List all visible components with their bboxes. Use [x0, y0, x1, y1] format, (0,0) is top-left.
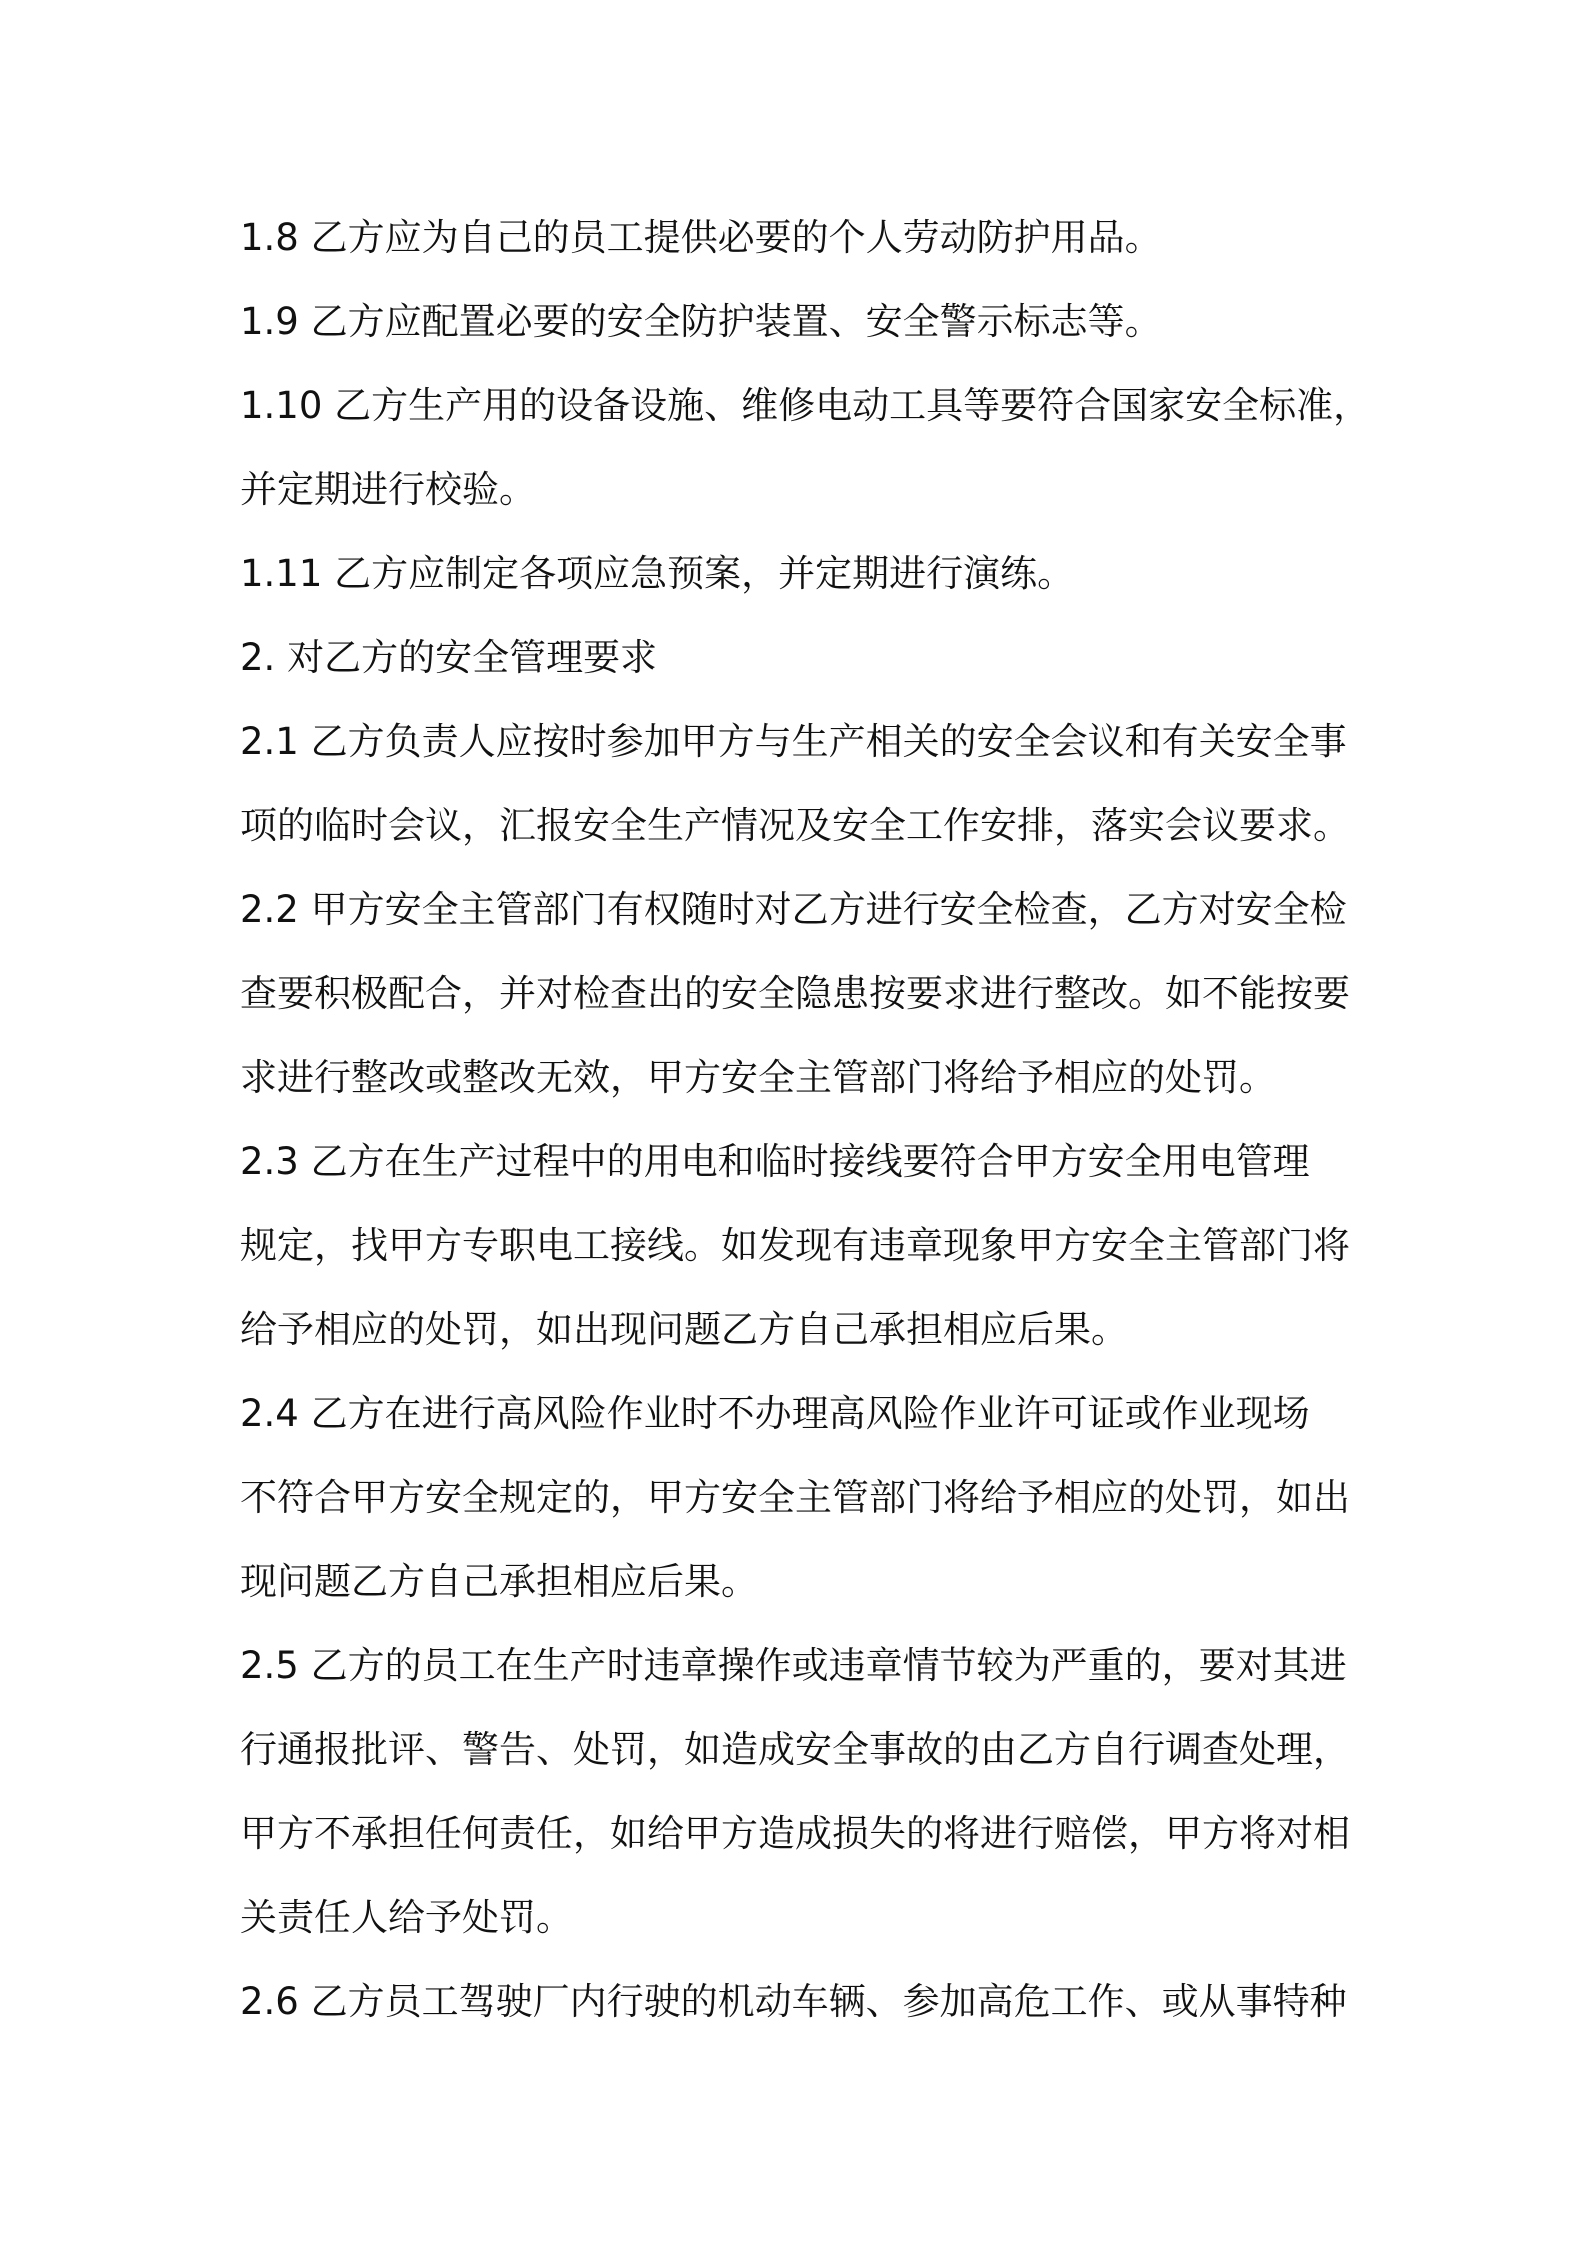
- text-line: 2.6 乙方员工驾驶厂内行驶的机动车辆、参加高危工作、或从事特种: [240, 1980, 1347, 2023]
- text-line: 并定期进行校验。: [240, 468, 536, 511]
- text-line: 行通报批评、警告、处罚，如造成安全事故的由乙方自行调查处理，: [240, 1728, 1350, 1771]
- text-line: 1.8 乙方应为自己的员工提供必要的个人劳动防护用品。: [240, 216, 1162, 259]
- text-line: 2.3 乙方在生产过程中的用电和临时接线要符合甲方安全用电管理: [240, 1140, 1310, 1183]
- text-line: 规定，找甲方专职电工接线。如发现有违章现象甲方安全主管部门将: [240, 1224, 1350, 1267]
- text-line: 1.9 乙方应配置必要的安全防护装置、安全警示标志等。: [240, 300, 1162, 343]
- text-line: 项的临时会议，汇报安全生产情况及安全工作安排，落实会议要求。: [240, 804, 1350, 847]
- text-line: 关责任人给予处罚。: [240, 1896, 573, 1939]
- text-line: 2.1 乙方负责人应按时参加甲方与生产相关的安全会议和有关安全事: [240, 720, 1347, 763]
- text-line: 1.11 乙方应制定各项应急预案，并定期进行演练。: [240, 552, 1075, 595]
- text-line: 查要积极配合，并对检查出的安全隐患按要求进行整改。如不能按要: [240, 972, 1350, 1015]
- text-line: 甲方不承担任何责任，如给甲方造成损失的将进行赔偿，甲方将对相: [240, 1812, 1350, 1855]
- text-line: 2.2 甲方安全主管部门有权随时对乙方进行安全检查，乙方对安全检: [240, 888, 1347, 931]
- text-line: 给予相应的处罚，如出现问题乙方自己承担相应后果。: [240, 1308, 1128, 1351]
- text-line: 不符合甲方安全规定的，甲方安全主管部门将给予相应的处罚，如出: [240, 1476, 1350, 1519]
- text-line: 现问题乙方自己承担相应后果。: [240, 1560, 758, 1603]
- text-line: 求进行整改或整改无效，甲方安全主管部门将给予相应的处罚。: [240, 1056, 1276, 1099]
- text-line: 1.10 乙方生产用的设备设施、维修电动工具等要符合国家安全标准，: [240, 384, 1371, 427]
- document-body: [240, 196, 1371, 2044]
- section-heading: 2. 对乙方的安全管理要求: [240, 636, 658, 679]
- text-line: 2.5 乙方的员工在生产时违章操作或违章情节较为严重的，要对其进: [240, 1644, 1347, 1687]
- text-line: 2.4 乙方在进行高风险作业时不办理高风险作业许可证或作业现场: [240, 1392, 1310, 1435]
